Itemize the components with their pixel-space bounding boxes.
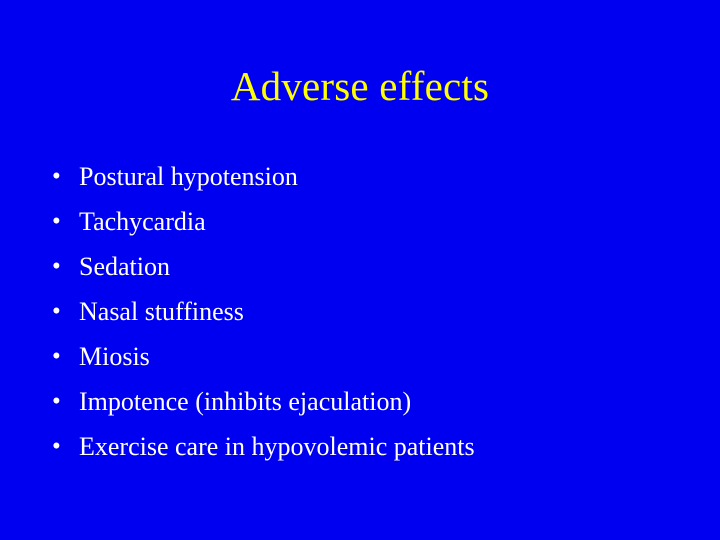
list-item-label: Sedation xyxy=(79,252,170,281)
bullet-icon: • xyxy=(52,433,61,460)
bullet-icon: • xyxy=(52,388,61,415)
list-item-label: Postural hypotension xyxy=(79,162,298,191)
list-item-label: Exercise care in hypovolemic patients xyxy=(79,432,475,461)
bullet-icon: • xyxy=(52,208,61,235)
bullet-icon: • xyxy=(52,298,61,325)
list-item-label: Tachycardia xyxy=(79,207,206,236)
bullet-icon: • xyxy=(52,163,61,190)
list-item xyxy=(52,385,692,419)
page-title: Adverse effects xyxy=(230,63,490,109)
list-item xyxy=(52,295,692,329)
list-item-label: Impotence (inhibits ejaculation) xyxy=(79,387,412,416)
bullet-icon: • xyxy=(52,253,61,280)
list-item-label: Nasal stuffiness xyxy=(79,297,244,326)
list-item-label: Miosis xyxy=(79,342,150,371)
bullet-list xyxy=(52,160,692,475)
list-item xyxy=(52,340,692,374)
bullet-icon: • xyxy=(52,343,61,370)
list-item xyxy=(52,430,692,464)
list-item xyxy=(52,160,692,194)
list-item xyxy=(52,250,692,284)
list-item xyxy=(52,205,692,239)
